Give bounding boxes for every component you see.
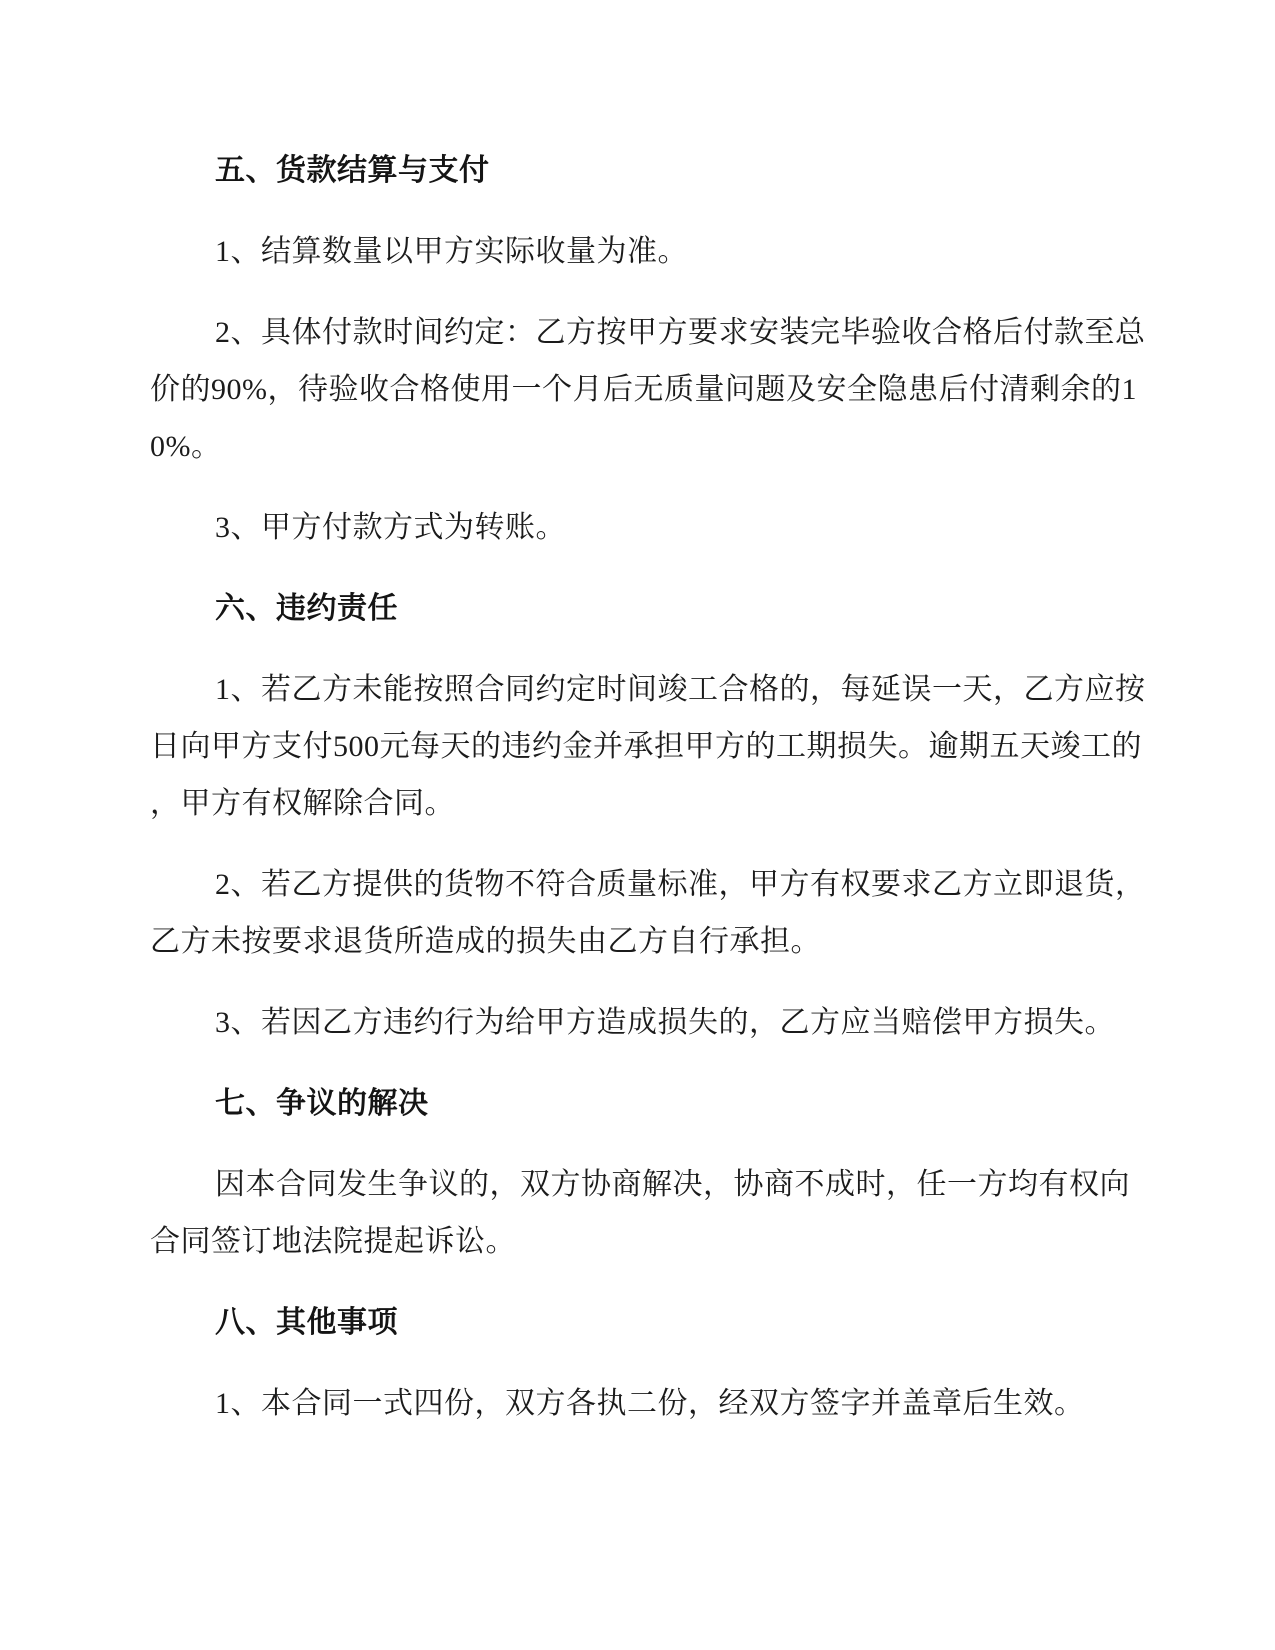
section-heading: 五、货款结算与支付 [215, 154, 490, 187]
paragraph [150, 499, 1127, 556]
section-heading: 七、争议的解决 [215, 1087, 429, 1120]
paragraph-line: 1、结算数量以甲方实际收量为准。 [215, 235, 688, 268]
paragraph-line: 因本合同发生争议的，双方协商解决，协商不成时，任一方均有权向 [215, 1168, 1130, 1201]
paragraph-line: 1、本合同一式四份，双方各执二份，经双方签字并盖章后生效。 [215, 1387, 1085, 1420]
paragraph-line: 价的90%，待验收合格使用一个月后无质量问题及安全隐患后付清剩余的1 [150, 373, 1137, 406]
paragraph-line: 日向甲方支付500元每天的违约金并承担甲方的工期损失。逾期五天竣工的 [150, 730, 1142, 763]
paragraph-line: 2、若乙方提供的货物不符合质量标准，甲方有权要求乙方立即退货， [215, 868, 1146, 901]
paragraph-line: 2、具体付款时间约定：乙方按甲方要求安装完毕验收合格后付款至总 [215, 316, 1146, 349]
paragraph [150, 223, 1127, 280]
section-heading: 六、违约责任 [215, 592, 398, 625]
paragraph [150, 1375, 1127, 1432]
section-heading: 八、其他事项 [215, 1306, 398, 1339]
paragraph-line: ，甲方有权解除合同。 [150, 787, 455, 820]
paragraph [150, 1156, 1130, 1270]
paragraph [150, 994, 1127, 1051]
paragraph-line: 3、甲方付款方式为转账。 [215, 511, 566, 544]
paragraph-line: 0%。 [150, 430, 222, 463]
paragraph [150, 661, 1146, 832]
paragraph [150, 856, 1146, 970]
paragraph [150, 304, 1146, 475]
paragraph-line: 1、若乙方未能按照合同约定时间竣工合格的，每延误一天，乙方应按 [215, 673, 1146, 706]
contract-body [150, 142, 1146, 1432]
paragraph-line: 合同签订地法院提起诉讼。 [150, 1225, 516, 1258]
paragraph-line: 3、若因乙方违约行为给甲方造成损失的，乙方应当赔偿甲方损失。 [215, 1006, 1115, 1039]
paragraph-line: 乙方未按要求退货所造成的损失由乙方自行承担。 [150, 925, 821, 958]
